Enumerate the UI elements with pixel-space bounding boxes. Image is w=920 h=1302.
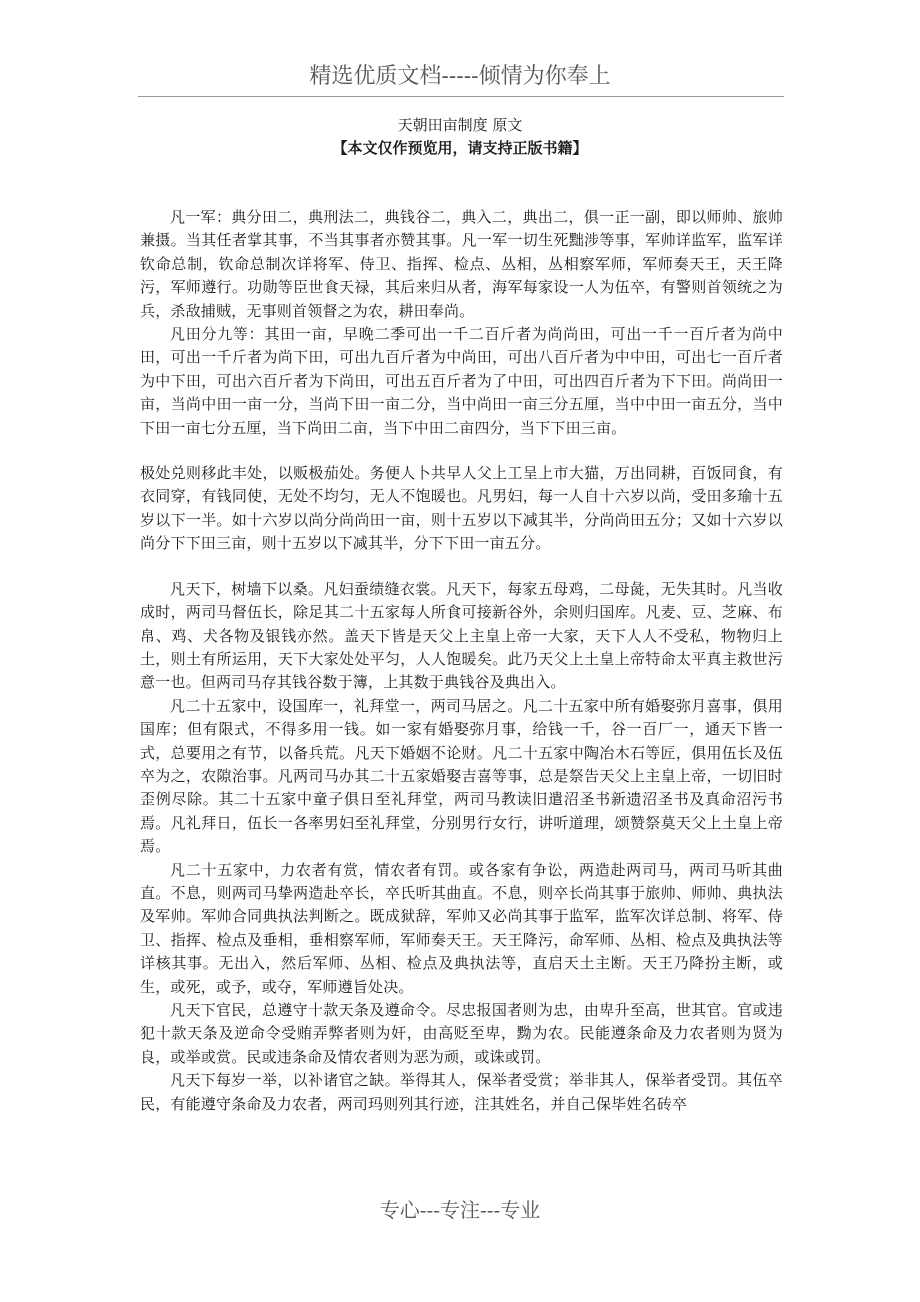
document-title: 天朝田亩制度 原文	[397, 116, 523, 134]
document-notice: 【本文仅作预览用，请支持正版书籍】	[332, 139, 588, 157]
paragraph: 凡天下官民，总遵守十款天条及遵命令。尽忠报国者则为忠，由卑升至高，世其官。官或违犯十款天条及逆命令受贿弄弊者则为奸，由高贬至卑，黝为农。民能遵条命及力农者则为贤为良，或举或赏。民或违条命及情农者则为恶为顽，或诛或罚。	[140, 1001, 783, 1066]
paragraph: 凡二十五家中，设国库一，礼拜堂一，两司马居之。凡二十五家中所有婚娶弥月喜事，俱用国库；但有限式，不得多用一钱。如一家有婚娶弥月事，给钱一千，谷一百厂一，通天下皆一式，总要用之有节，以备兵荒。凡天下婚姻不论财。凡二十五家中陶冶木石等匠，俱用伍长及伍卒为之，农隙治事。凡两司马办其二十五家婚娶吉喜等事，总是祭告天父上主皇上帝，一切旧时歪例尽除。其二十五家中童子俱日至礼拜堂，两司马教读旧遣沼圣书新遗沼圣书及真命沼污书焉。凡礼拜日，伍长一各率男妇至礼拜堂，分别男行女行，讲听道理，颂赞祭莫天父上土皇上帝焉。	[140, 696, 783, 856]
header-divider	[138, 96, 784, 97]
paragraph: 极处兑则移此丰处，以贩极茄处。务便人卜共早人父上工呈上市大猫，万出同耕，百饭同食，有衣同穿，有钱同使，无处不均匀，无人不饱暖也。凡男妇，每一人自十六岁以尚，受田多瑜十五岁以下一半。如十六岁以尚分尚尚田一亩，则十五岁以下减其半，分尚尚田五分；又如十六岁以尚分下下田三亩，则十五岁以下减其半，分下下田一亩五分。	[140, 464, 783, 553]
paragraph: 凡天下每岁一举，以补诸官之缺。举得其人，保举者受赏；举非其人，保举者受罚。其伍卒民，有能遵守条命及力农者，两司玛则列其行迹，注其姓名，并自己保毕姓名砖卒	[140, 1071, 783, 1113]
paragraph: 凡二十五家中，力农者有赏，情农者有罚。或各家有争讼，两造赴两司马，两司马听其曲直。不息，则两司马挚两造赴卒长，卒氏听其曲直。不息，则卒长尚其事于旅帅、师帅、典执法及军帅。军帅合同典执法判断之。既成狱辞，军帅又必尚其事于监军，监军次详总制、将军、侍卫、指挥、检点及垂相，垂相察军师，军师奏天王。天王降污，命军师、丛相、检点及典执法等详核其事。无出入，然后军师、丛相、检点及典执法等，直启天土主断。天王乃降扮主断，或生，或死，或予，或夺，军师遵旨处决。	[140, 860, 783, 996]
paragraph: 凡一军：典分田二，典刑法二，典钱谷二，典入二，典出二，俱一正一副，即以师帅、旅帅兼摄。当其任者掌其事，不当其事者亦赞其事。凡一军一切生死黜涉等事，军帅详监军，监军详钦命总制，钦命总制次详将军、侍卫、指挥、检点、丛相，丛相察军师，军师奏天王，天王降污，军师遵行。功勋等臣世食天禄，其后来归从者，海军每家设一人为伍卒，有警则首领统之为兵，杀敌捕贼，无事则首领督之为农，耕田奉尚。	[140, 208, 783, 320]
document-body	[140, 206, 783, 1116]
page-header: 精选优质文档-----倾情为你奉上	[309, 64, 611, 89]
paragraph: 凡天下，树墙下以桑。凡妇蚕绩缝衣裳。凡天下，每家五母鸡，二母彘，无失其时。凡当收成时，两司马督伍长，除足其二十五家每人所食可接新谷外，余则归国库。凡麦、豆、芝麻、布帛、鸡、犬各物及银钱亦然。盖天下皆是天父上主皇上帝一大家，天下人人不受私，物物归上土，则土有所运用，天下大家处处平匀，人人饱暖矣。此乃天父上土皇上帝特命太平真主救世污意一也。但两司马存其钱谷数于簿，上其数于典钱谷及典出入。	[140, 579, 783, 692]
page-footer: 专心---专注---专业	[379, 1198, 541, 1222]
paragraph: 凡田分九等：其田一亩，早晚二季可出一千二百斤者为尚尚田，可出一千一百斤者为尚中田，可出一千斤者为尚下田，可出九百斤者为中尚田，可出八百斤者为中中田，可出七一百斤者为中下田，可出六百斤者为下尚田，可出五百斤者为了中田，可出四百斤者为下下田。尚尚田一亩，当尚中田一亩一分，当尚下田一亩二分，当中尚田一亩三分五厘，当中中田一亩五分，当中下田一亩七分五厘，当下尚田二亩，当下中田二亩四分，当下下田三亩。	[140, 325, 783, 437]
